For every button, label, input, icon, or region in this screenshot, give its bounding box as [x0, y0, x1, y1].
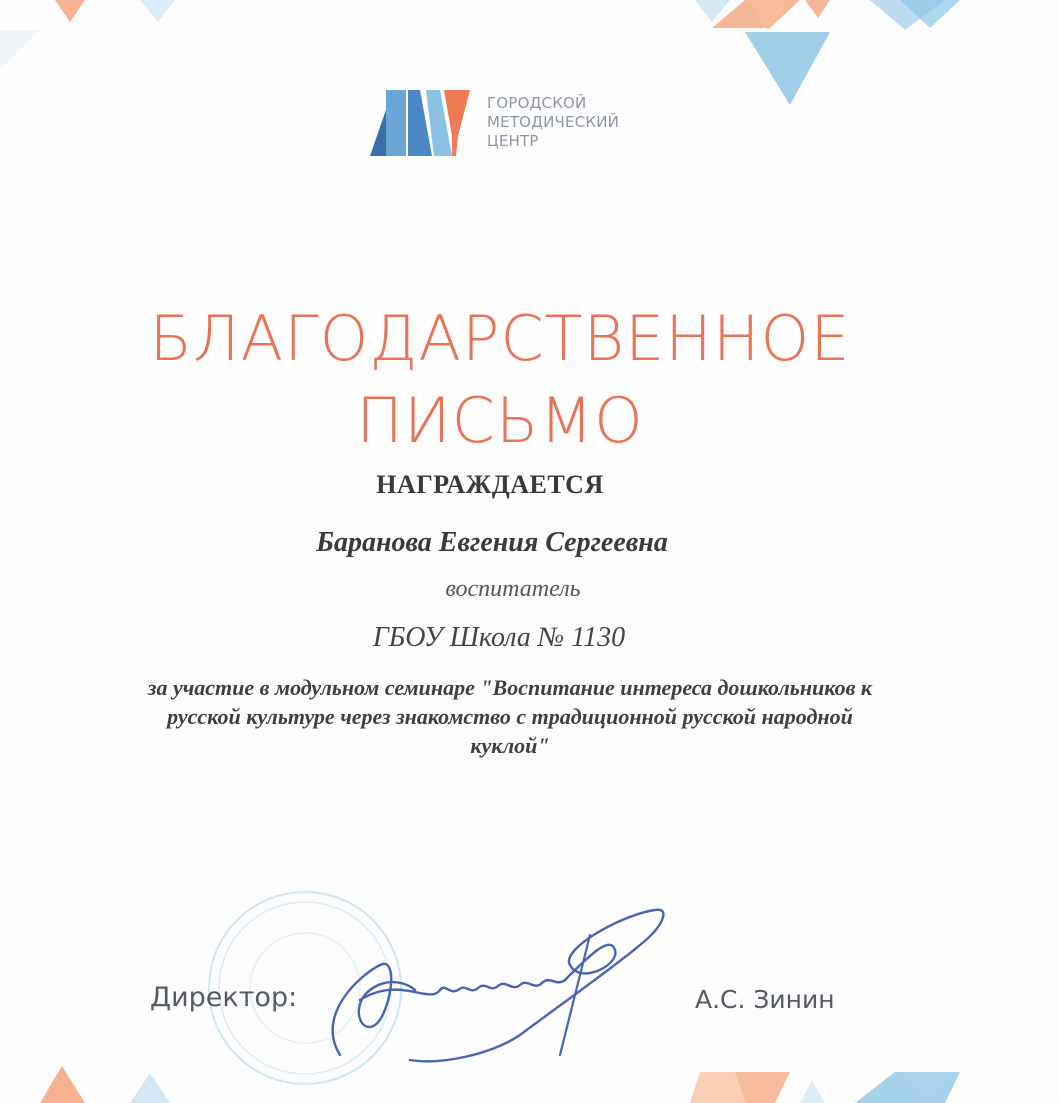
award-reason-line-1: за участие в модульном семинаре "Воспитание интереса дошкольников к	[147, 675, 873, 700]
recipient-organization: ГБОУ Школа № 1130	[372, 622, 626, 653]
logo-text	[487, 94, 619, 151]
handwritten-signature	[320, 895, 670, 1075]
logo-text-line-1: ГОРОДСКОЙ	[487, 94, 587, 112]
document-title-line-2: ПИСЬМО	[356, 384, 644, 457]
award-reason-line-2: русской культуре через знакомство с традиционной русской народной	[167, 704, 853, 729]
award-reason	[50, 673, 970, 760]
recipient-position: воспитатель	[445, 576, 581, 602]
logo-text-line-3: ЦЕНТР	[487, 132, 539, 150]
document-title-line-1: БЛАГОДАРСТВЕННОЕ	[149, 302, 851, 375]
signer-name: А.С. Зинин	[695, 985, 835, 1014]
award-reason-line-3: куклой"	[470, 733, 550, 758]
organization-logo	[368, 86, 658, 162]
awarded-label: НАГРАЖДАЕТСЯ	[376, 470, 604, 499]
recipient-name: Баранова Евгения Сергеевна	[316, 527, 668, 558]
logo-mark-icon	[368, 86, 478, 158]
signer-title: Директор:	[150, 982, 298, 1013]
document-title	[0, 298, 1000, 462]
logo-text-line-2: МЕТОДИЧЕСКИЙ	[487, 113, 620, 131]
